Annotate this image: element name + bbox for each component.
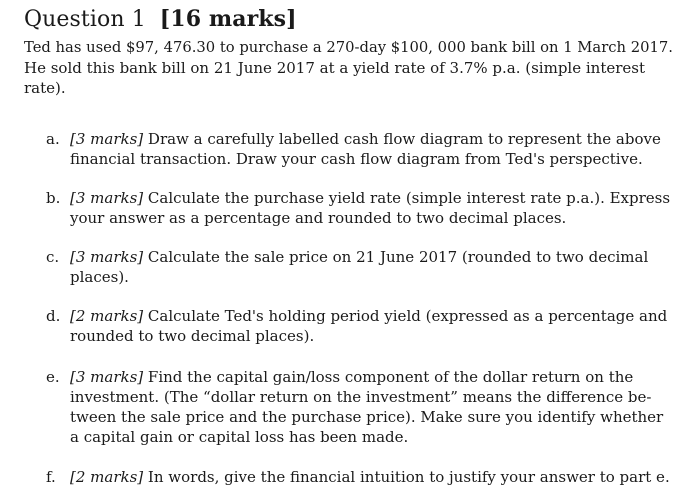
- part-line: financial transaction. Draw your cash flow diagram from Ted's perspective.: [70, 150, 643, 168]
- part-marks: [3 marks]: [70, 189, 144, 207]
- part-body: [70, 247, 674, 287]
- part-line: [70, 247, 674, 267]
- part-letter: c.: [46, 248, 60, 266]
- part-marks: [3 marks]: [70, 368, 144, 386]
- intro-line: He sold this bank bill on 21 June 2017 at a yield rate of 3.7% p.a. (simple interest: [24, 59, 646, 77]
- part-marks: [3 marks]: [70, 130, 144, 148]
- part-text: Calculate the purchase yield rate (simple interest rate p.a.). Express: [147, 189, 671, 207]
- part-line: [70, 188, 674, 208]
- part-line: [70, 467, 674, 487]
- part-line: your answer as a percentage and rounded to two decimal places.: [70, 209, 567, 227]
- intro-line: rate).: [24, 79, 66, 97]
- part-text: Find the capital gain/loss component of the dollar return on the: [147, 368, 634, 386]
- part-text: Calculate Ted's holding period yield (expressed as a percentage and: [147, 307, 668, 325]
- part-line: tween the sale price and the purchase price). Make sure you identify whether: [70, 408, 664, 426]
- part-text: In words, give the financial intuition to justify your answer to part e.: [147, 468, 670, 486]
- part-line: a capital gain or capital loss has been made.: [70, 428, 409, 446]
- intro-line: Ted has used $97, 476.30 to purchase a 270-day $100, 000 bank bill on 1 March 2017.: [24, 39, 673, 56]
- question-title: Question 1: [24, 7, 146, 32]
- part-line: places).: [70, 268, 129, 286]
- part-letter: e.: [46, 368, 60, 386]
- part-line: [70, 367, 674, 387]
- part-letter: a.: [46, 130, 60, 148]
- part-marks: [2 marks]: [70, 307, 144, 325]
- question-marks: [16 marks]: [159, 6, 297, 32]
- part-body: [70, 367, 674, 447]
- part-line: [70, 306, 674, 326]
- part-line: investment. (The “dollar return on the investment” means the difference be-: [70, 388, 652, 406]
- part-body: [70, 188, 674, 228]
- part-letter: d.: [46, 307, 61, 325]
- part-body: [70, 467, 674, 487]
- part-text: Calculate the sale price on 21 June 2017 (rounded to two decimal: [147, 248, 649, 266]
- part-letter: f.: [46, 468, 56, 486]
- part-body: [70, 306, 674, 346]
- part-marks: [2 marks]: [70, 468, 144, 486]
- part-line: [70, 129, 674, 149]
- part-text: Draw a carefully labelled cash flow diagram to represent the above: [147, 130, 661, 148]
- part-body: [70, 129, 674, 169]
- part-marks: [3 marks]: [70, 248, 144, 266]
- part-line: rounded to two decimal places).: [70, 327, 315, 345]
- part-letter: b.: [46, 189, 61, 207]
